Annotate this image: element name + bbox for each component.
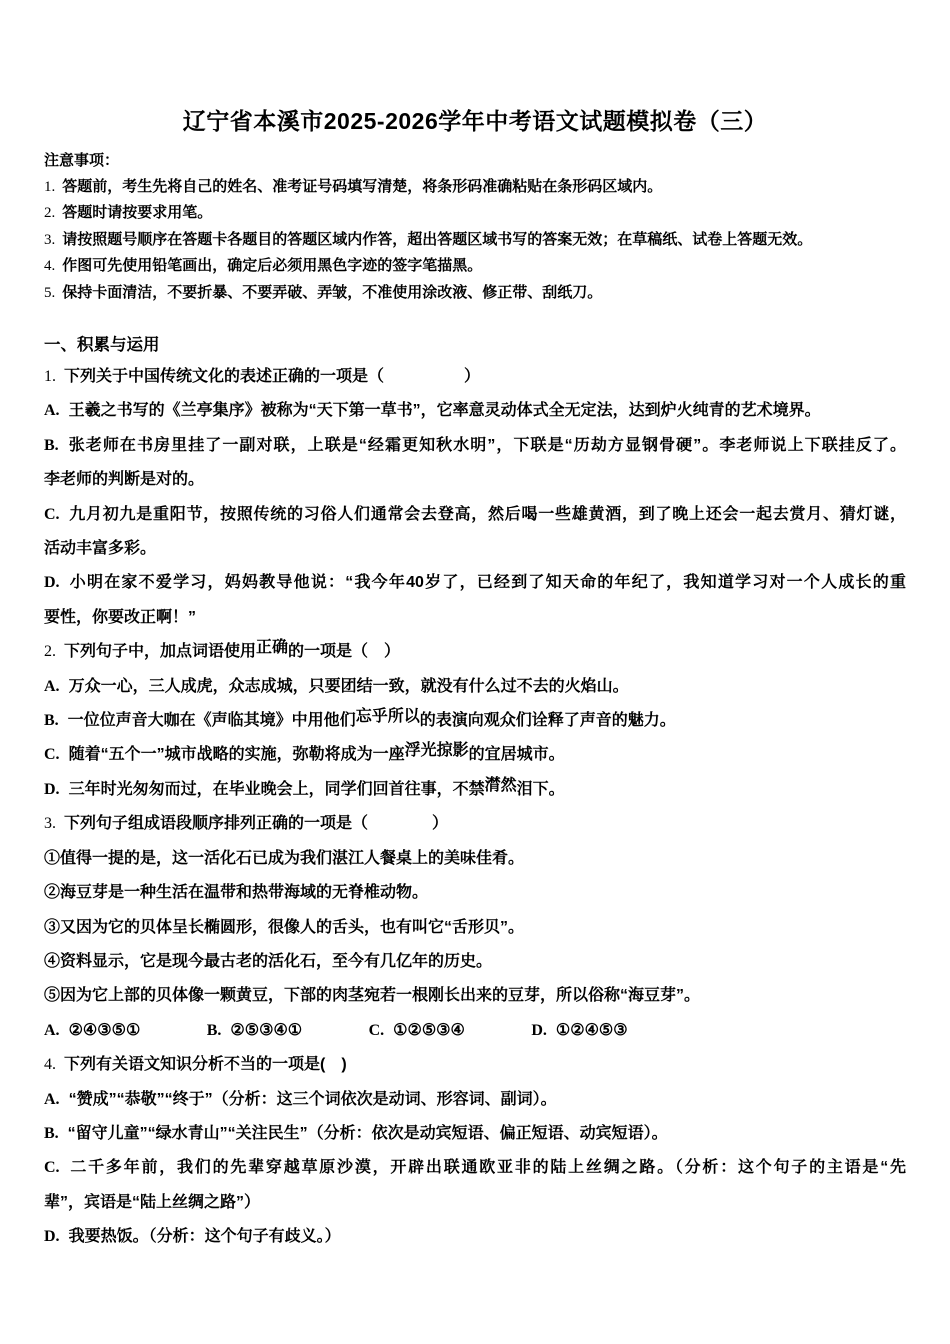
option-letter: C. — [44, 505, 60, 523]
question-number: 2. — [44, 643, 56, 661]
option-text: 九月初九是重阳节，按照传统的习俗人们通常会去登高，然后喝一些雄黄酒，到了晚上还会一起去赏月、猜灯谜， — [68, 505, 906, 523]
option-text: “赞成”“恭敬”“终于”（分析：这三个词依次是动词、形容词、副词）。 — [68, 1090, 557, 1108]
option-letter: A. — [44, 677, 60, 695]
notice-section — [44, 148, 906, 306]
notice-item — [44, 227, 906, 254]
option-letter: D. — [531, 1021, 547, 1039]
notice-item-number: 1. — [44, 178, 56, 195]
option-letter: B. — [206, 1021, 222, 1039]
notice-item — [44, 200, 906, 227]
choice-c — [369, 1014, 465, 1048]
notice-item-text: 请按照题号顺序在答题卡各题目的答题区域内作答，超出答题区域书写的答案无效；在草稿纸、试卷上答题无效。 — [62, 230, 813, 248]
stem-text: 下列有关语文知识分析不当的一项是( ) — [64, 1056, 347, 1074]
question-2-stem — [44, 635, 906, 669]
question-4-stem — [44, 1048, 906, 1082]
question-1-option-c — [44, 498, 906, 532]
question-4-option-a — [44, 1083, 906, 1117]
notice-item — [44, 174, 906, 201]
question-1-option-c-continuation: 活动丰富多彩。 — [44, 540, 157, 558]
option-text: 王羲之书写的《兰亭集序》被称为“天下第一草书”，它率意灵动体式全无定法，达到炉火纯青的艺术境界。 — [68, 402, 821, 420]
option-letter: C. — [44, 746, 60, 764]
stem-text: 下列句子组成语段顺序排列正确的一项是（ ） — [64, 815, 449, 833]
option-letter: B. — [44, 712, 59, 730]
option-letter: D. — [44, 574, 60, 592]
choice-text: ②④③⑤① — [68, 1021, 141, 1039]
choice-b — [207, 1014, 302, 1048]
stem-text: 下列关于中国传统文化的表述正确的一项是（ ） — [64, 368, 481, 385]
question-3-choices — [44, 1014, 906, 1048]
question-4-option-d — [44, 1220, 906, 1254]
notice-item-text: 作图可先使用铅笔画出，确定后必须用黑色字迹的签字笔描黑。 — [62, 257, 483, 274]
notice-item-number: 2. — [44, 205, 56, 221]
option-letter: D. — [44, 780, 60, 798]
question-2-option-d — [44, 773, 906, 807]
option-text: 我要热饭。（分析：这个句子有歧义。） — [68, 1228, 341, 1246]
question-2-option-b — [44, 704, 906, 738]
notice-item-number: 4. — [44, 258, 56, 274]
notice-item — [44, 280, 906, 307]
option-letter: B. — [44, 1124, 59, 1142]
question-3-sentence-3: ③又因为它的贝体呈长椭圆形，很像人的舌头，也有叫它“舌形贝”。 — [44, 918, 525, 936]
question-number: 3. — [44, 815, 56, 833]
questions-block — [44, 360, 906, 1255]
question-3-sentence-1: ①值得一提的是，这一活化石已成为我们湛江人餐桌上的美味佳肴。 — [44, 849, 525, 867]
question-4-option-b — [44, 1117, 906, 1151]
notice-item-text: 保持卡面清洁，不要折暴、不要弄破、弄皱，不准使用涂改液、修正带、刮纸刀。 — [62, 283, 603, 301]
question-1-option-b-continuation: 李老师的判断是对的。 — [44, 471, 205, 489]
choice-text: ②⑤③④① — [230, 1021, 303, 1039]
question-3-sentence-5: ⑤因为它上部的贝体像一颗黄豆，下部的肉茎宛若一根刚长出来的豆芽，所以俗称“海豆芽”。 — [44, 987, 701, 1005]
notice-item-number: 5. — [44, 284, 56, 301]
question-2-option-c — [44, 738, 906, 772]
question-number: 1. — [44, 368, 56, 385]
notice-item-number: 3. — [44, 231, 56, 248]
option-letter: D. — [44, 1228, 60, 1246]
choice-text: ①②⑤③④ — [393, 1021, 465, 1039]
choice-d — [531, 1014, 627, 1048]
notice-item-text: 答题前，考生先将自己的姓名、准考证号码填写清楚，将条形码准确粘贴在条形码区域内。 — [62, 177, 663, 195]
option-letter: C. — [44, 1159, 60, 1177]
option-text: 随着“五个一”城市战略的实施，弥勒将成为一座浮光掠影的宜居城市。 — [68, 742, 565, 764]
choice-a — [44, 1014, 140, 1048]
notice-item-text: 答题时请按要求用笔。 — [62, 204, 213, 221]
notice-item — [44, 253, 906, 280]
question-3-sentence-4: ④资料显示，它是现今最古老的活化石，至今有几亿年的历史。 — [44, 952, 493, 970]
notice-heading: 注意事项： — [44, 152, 120, 169]
question-4-option-c — [44, 1151, 906, 1185]
option-text: 张老师在书房里挂了一副对联，上联是“经霜更知秋水明”，下联是“历劫方显钢骨硬”。李老师说上下联挂反了。 — [67, 436, 906, 454]
document-title: 辽宁省本溪市2025-2026学年中考语文试题模拟卷（三） — [182, 108, 768, 134]
stem-text: 下列句子中，加点词语使用正确的一项是（ ） — [64, 639, 401, 661]
question-number: 4. — [44, 1056, 56, 1074]
question-1-option-d-continuation: 要性，你要改正啊！” — [44, 608, 197, 626]
option-letter: A. — [44, 402, 60, 420]
question-1-option-a — [44, 394, 906, 428]
choice-text: ①②④⑤③ — [555, 1021, 628, 1039]
option-text: 小明在家不爱学习，妈妈教导他说：“我今年40岁了，已经到了知天命的年纪了，我知道学习对一个人成长的重 — [68, 574, 906, 592]
question-3-stem — [44, 807, 906, 841]
option-text: 万众一心，三人成虎，众志成城，只要团结一致，就没有什么过不去的火焰山。 — [68, 677, 629, 695]
option-letter: A. — [44, 1090, 60, 1108]
option-text: 一位位声音大咖在《声临其境》中用他们忘乎所以的表演向观众们诠释了声音的魅力。 — [67, 708, 676, 730]
question-1-option-b — [44, 429, 906, 463]
question-4-option-c-continuation: 辈”，宾语是“陆上丝绸之路”） — [44, 1193, 261, 1211]
option-text: 三年时光匆匆而过，在毕业晚会上，同学们回首往事，不禁潸然泪下。 — [68, 776, 565, 798]
option-letter: B. — [44, 436, 59, 454]
question-2-option-a — [44, 670, 906, 704]
option-text: 二千多年前，我们的先辈穿越草原沙漠，开辟出联通欧亚非的陆上丝绸之路。（分析：这个句子的主语是“先 — [68, 1159, 906, 1177]
question-1-stem — [44, 360, 906, 394]
question-1-option-d — [44, 566, 906, 600]
question-3-sentence-2: ②海豆芽是一种生活在温带和热带海域的无脊椎动物。 — [44, 884, 429, 902]
option-text: “留守儿童”“绿水青山”“关注民生”（分析：依次是动宾短语、偏正短语、动宾短语）。 — [67, 1124, 668, 1142]
section-heading: 一、积累与运用 — [44, 336, 160, 354]
option-letter: C. — [368, 1021, 385, 1039]
option-letter: A. — [44, 1021, 60, 1039]
